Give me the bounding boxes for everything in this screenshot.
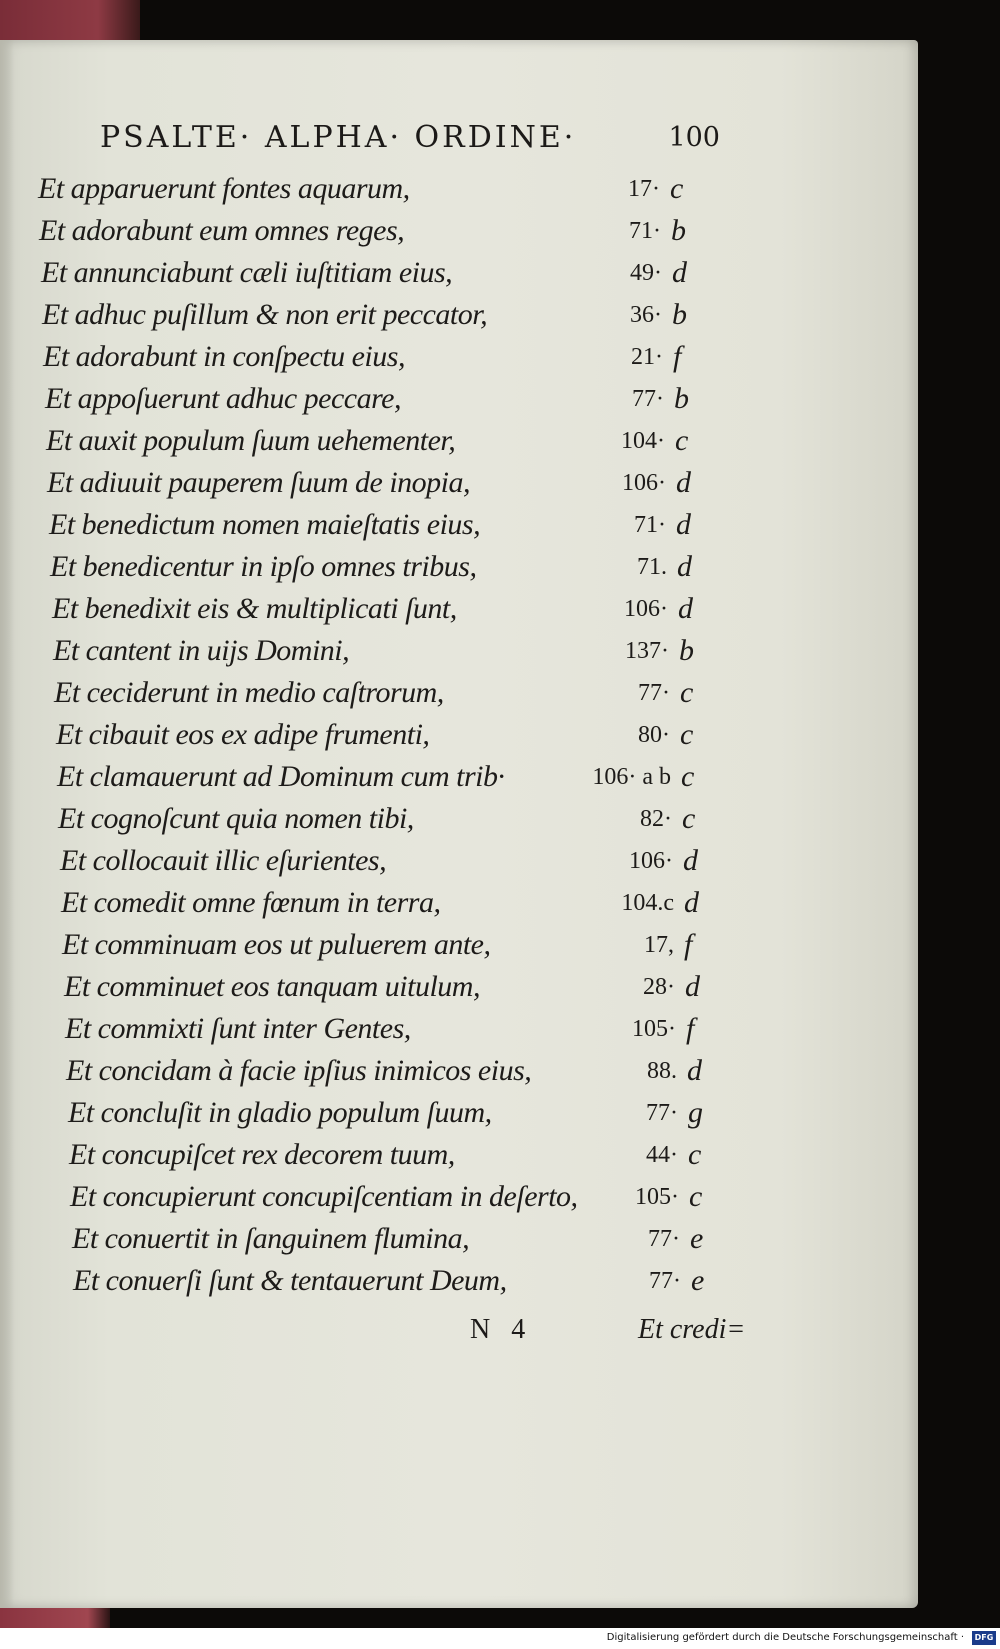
- entry-text: Et benedicentur in ipſo omnes tribus,: [50, 550, 477, 583]
- index-entry: [0, 630, 918, 672]
- psalm-number: 88.: [647, 1058, 677, 1084]
- entry-text: Et apparuerunt fontes aquarum,: [38, 172, 410, 205]
- psalm-number: 105·: [632, 1016, 676, 1042]
- entry-text: Et collocauit illic eſurientes,: [60, 844, 387, 877]
- index-entry: [0, 420, 918, 462]
- index-entry: [0, 1176, 918, 1218]
- verse-letter: b: [679, 634, 694, 667]
- index-entry: [0, 378, 918, 420]
- verse-letter: d: [685, 970, 700, 1003]
- index-entry: [0, 798, 918, 840]
- verse-letter: d: [687, 1054, 702, 1087]
- psalm-number: 106·: [622, 470, 666, 496]
- verse-letter: c: [680, 718, 694, 751]
- verse-letter: c: [675, 424, 689, 457]
- entry-text: Et concupierunt concupiſcentiam in deſerto,: [70, 1180, 578, 1213]
- verse-letter: f: [684, 928, 693, 961]
- index-entry: [0, 294, 918, 336]
- funding-credit: Digitalisierung gefördert durch die Deutsche Forschungsgemeinschaft ·: [606, 1632, 964, 1643]
- psalm-number: 77·: [648, 1226, 680, 1252]
- psalm-number: 71·: [634, 512, 666, 538]
- psalm-number: 17·: [628, 176, 660, 202]
- entry-text: Et benedixit eis & multiplicati ſunt,: [52, 592, 457, 625]
- verse-letter: d: [676, 508, 691, 541]
- verse-letter: f: [686, 1012, 695, 1045]
- entry-text: Et comminuam eos ut puluerem ante,: [62, 928, 491, 961]
- verse-letter: g: [688, 1096, 703, 1129]
- entry-text: Et ceciderunt in medio caſtrorum,: [54, 676, 444, 709]
- entry-text: Et auxit populum ſuum uehementer,: [46, 424, 456, 457]
- entry-text: Et commixti ſunt inter Gentes,: [65, 1012, 411, 1045]
- page-header: [100, 118, 720, 158]
- psalm-number: 71.: [637, 554, 667, 580]
- entry-text: Et conuerſi ſunt & tentauerunt Deum,: [73, 1264, 507, 1297]
- entry-text: Et cibauit eos ex adipe frumenti,: [56, 718, 430, 751]
- verse-letter: d: [678, 592, 693, 625]
- index-entry: [0, 588, 918, 630]
- entry-text: Et appoſuerunt adhuc peccare,: [45, 382, 401, 415]
- entry-text: Et clamauerunt ad Dominum cum trib·: [57, 760, 505, 793]
- entry-text: Et adhuc puſillum & non erit peccator,: [42, 298, 488, 331]
- entry-text: Et adorabunt in conſpectu eius,: [43, 340, 405, 373]
- index-entry: [0, 672, 918, 714]
- verse-letter: b: [674, 382, 689, 415]
- index-entry: [0, 210, 918, 252]
- verse-letter: e: [690, 1222, 704, 1255]
- entry-text: Et concidam à facie ipſius inimicos eius,: [66, 1054, 532, 1087]
- index-entry: [0, 1008, 918, 1050]
- catchword: Et credi=: [638, 1314, 746, 1345]
- psalm-number: 77·: [646, 1100, 678, 1126]
- psalm-number: 77·: [638, 680, 670, 706]
- index-entry-list: [0, 168, 918, 1302]
- psalm-number: 71·: [629, 218, 661, 244]
- index-entry: [0, 924, 918, 966]
- verse-letter: e: [691, 1264, 705, 1297]
- index-entry: [0, 546, 918, 588]
- verse-letter: c: [688, 1138, 702, 1171]
- psalm-number: 36·: [630, 302, 662, 328]
- verse-letter: d: [677, 550, 692, 583]
- psalm-number: 104.c: [621, 890, 674, 916]
- psalm-number: 106· a b: [592, 764, 671, 790]
- index-entry: [0, 882, 918, 924]
- psalm-number: 104·: [621, 428, 665, 454]
- verse-letter: f: [673, 340, 682, 373]
- entry-text: Et conuertit in ſanguinem flumina,: [72, 1222, 470, 1255]
- dfg-logo: DFG: [972, 1631, 996, 1645]
- psalm-number: 77·: [632, 386, 664, 412]
- psalm-number: 44·: [646, 1142, 678, 1168]
- entry-text: Et comminuet eos tanquam uitulum,: [64, 970, 480, 1003]
- entry-text: Et cantent in uijs Domini,: [53, 634, 350, 667]
- psalm-number: 105·: [635, 1184, 679, 1210]
- signature-mark: N 4: [470, 1314, 526, 1345]
- index-entry: [0, 1134, 918, 1176]
- index-entry: [0, 168, 918, 210]
- index-entry: [0, 462, 918, 504]
- entry-text: Et comedit omne fœnum in terra,: [61, 886, 441, 919]
- verse-letter: d: [676, 466, 691, 499]
- verse-letter: d: [672, 256, 687, 289]
- psalm-number: 82·: [640, 806, 672, 832]
- psalm-number: 28·: [643, 974, 675, 1000]
- entry-text: Et concluſit in gladio populum ſuum,: [68, 1096, 492, 1129]
- psalm-number: 77·: [649, 1268, 681, 1294]
- verse-letter: c: [682, 802, 696, 835]
- index-entry: [0, 1092, 918, 1134]
- entry-text: Et benedictum nomen maieſtatis eius,: [49, 508, 481, 541]
- entry-text: Et adiuuit pauperem ſuum de inopia,: [47, 466, 471, 499]
- entry-text: Et annunciabunt cæli iuſtitiam eius,: [41, 256, 453, 289]
- psalm-number: 106·: [624, 596, 668, 622]
- index-entry: [0, 714, 918, 756]
- psalm-number: 49·: [630, 260, 662, 286]
- psalm-number: 106·: [629, 848, 673, 874]
- psalm-number: 17,: [644, 932, 674, 958]
- index-entry: [0, 756, 918, 798]
- verse-letter: c: [670, 172, 684, 205]
- index-entry: [0, 252, 918, 294]
- psalm-number: 137·: [625, 638, 669, 664]
- index-entry: [0, 1260, 918, 1302]
- verse-letter: c: [681, 760, 695, 793]
- psalm-number: 21·: [631, 344, 663, 370]
- index-entry: [0, 840, 918, 882]
- verse-letter: b: [671, 214, 686, 247]
- index-entry: [0, 336, 918, 378]
- running-head: PSALTE· ALPHA· ORDINE·: [100, 120, 577, 155]
- verse-letter: d: [684, 886, 699, 919]
- index-entry: [0, 966, 918, 1008]
- entry-text: Et adorabunt eum omnes reges,: [39, 214, 405, 247]
- index-entry: [0, 1218, 918, 1260]
- verse-letter: c: [689, 1180, 703, 1213]
- verse-letter: c: [680, 676, 694, 709]
- entry-text: Et concupiſcet rex decorem tuum,: [69, 1138, 455, 1171]
- verse-letter: d: [683, 844, 698, 877]
- psalm-number: 80·: [638, 722, 670, 748]
- entry-text: Et cognoſcunt quia nomen tibi,: [58, 802, 414, 835]
- index-entry: [0, 1050, 918, 1092]
- verse-letter: b: [672, 298, 687, 331]
- folio-number: 100: [668, 122, 720, 153]
- index-entry: [0, 504, 918, 546]
- page-footer: [0, 1310, 918, 1350]
